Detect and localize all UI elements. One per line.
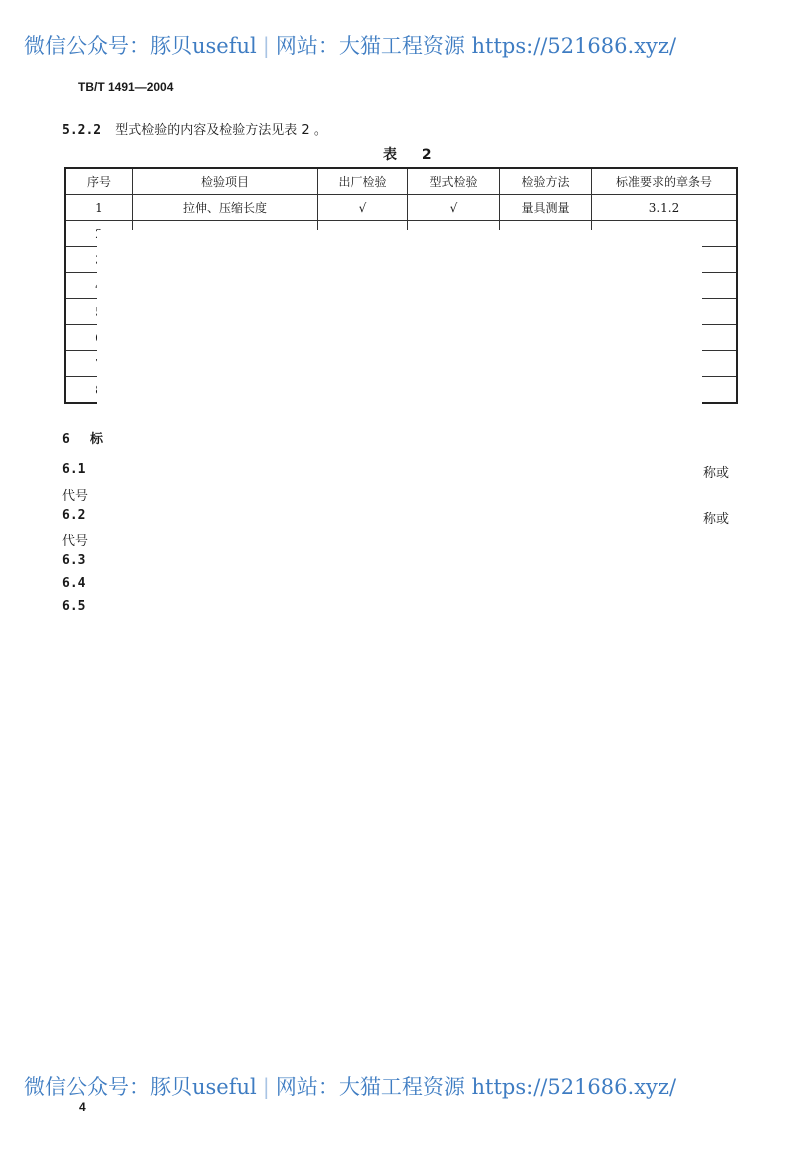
clause-6-1-continuation: 代号 (62, 489, 89, 504)
watermark-bottom (24, 1071, 676, 1101)
section-6-heading (62, 428, 103, 447)
clause-6-2-continuation: 代号 (62, 534, 89, 549)
table-row (65, 195, 737, 221)
clause-5-2-2 (62, 119, 327, 138)
table-cell: 量具测量 (500, 195, 592, 221)
redaction-overlay (97, 230, 702, 406)
clause-number: 6.4 (62, 576, 86, 591)
clause-6-1 (62, 462, 85, 477)
column-header: 检验方法 (500, 168, 592, 195)
watermark-separator: | (262, 1075, 270, 1099)
watermark-separator: | (262, 34, 270, 58)
table-cell: 拉伸、压缩长度 (133, 195, 318, 221)
section-number: 6 (62, 432, 70, 447)
watermark-right-text: 网站：大猫工程资源 https://521686.xyz/ (275, 34, 677, 58)
clause-6-3 (62, 553, 85, 568)
table-cell: √ (408, 195, 500, 221)
table-cell: 3.1.2 (592, 195, 738, 221)
clause-6-4 (62, 576, 85, 591)
standard-code: TB/T 1491—2004 (78, 80, 174, 94)
page-number: 4 (79, 1100, 86, 1114)
watermark-top (24, 30, 676, 60)
clause-text: 型式检验的内容及检验方法见表 2 。 (115, 123, 327, 138)
watermark-left-text: 微信公众号：豚贝useful (24, 34, 257, 58)
column-header: 出厂检验 (318, 168, 408, 195)
clause-number: 6.3 (62, 553, 86, 568)
clause-number: 6.2 (62, 508, 86, 523)
clause-number: 5.2.2 (62, 123, 102, 138)
table-cell: √ (318, 195, 408, 221)
column-header: 检验项目 (133, 168, 318, 195)
table-cell: 1 (65, 195, 133, 221)
clause-6-2 (62, 508, 85, 523)
clause-6-2-tail: 称或 (703, 512, 730, 527)
column-header: 标准要求的章条号 (592, 168, 738, 195)
clause-number: 6.5 (62, 599, 86, 614)
column-header: 型式检验 (408, 168, 500, 195)
table-header-row (65, 168, 737, 195)
column-header: 序号 (65, 168, 133, 195)
clause-6-5 (62, 599, 85, 614)
clause-number: 6.1 (62, 462, 86, 477)
watermark-right-text: 网站：大猫工程资源 https://521686.xyz/ (275, 1075, 677, 1099)
section-heading-text: 标 (89, 432, 103, 447)
watermark-left-text: 微信公众号：豚贝useful (24, 1075, 257, 1099)
clause-6-1-tail: 称或 (703, 466, 730, 481)
table-caption: 表 2 (383, 147, 442, 163)
